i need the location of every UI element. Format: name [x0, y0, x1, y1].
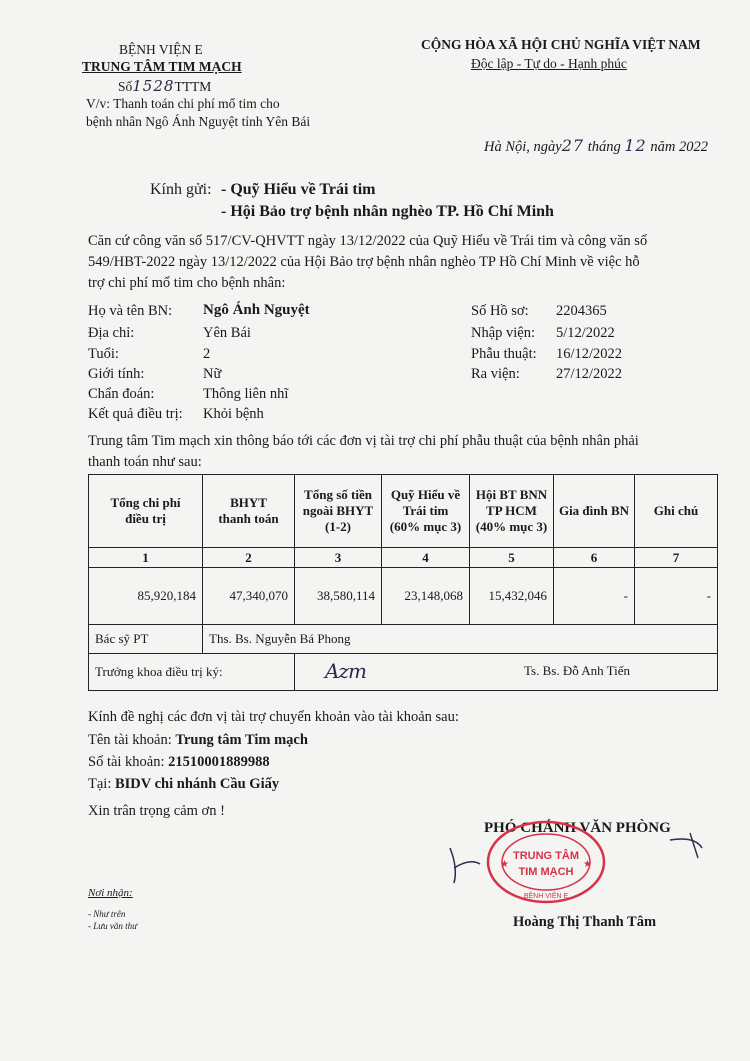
surgery-date: 16/12/2022	[556, 346, 623, 362]
stamp-top-text: TRUNG TÂM	[513, 850, 579, 862]
signoff-title: PHÓ CHÁNH VĂN PHÒNG	[484, 820, 671, 836]
bank-label: Tại:	[88, 776, 112, 792]
patient-address: Yên Bái	[203, 325, 251, 341]
account-no-label: Số tài khoản:	[88, 754, 165, 770]
value-out-of-insurance: 38,580,114	[295, 568, 382, 625]
patient-diagnosis: Thông liên nhĩ	[203, 386, 289, 402]
center-name: TRUNG TÂM TIM MẠCH	[82, 59, 242, 74]
table-values-row	[89, 568, 718, 625]
col-number: 3	[295, 548, 382, 568]
notice-line-2: thanh toán như sau:	[88, 454, 202, 470]
header-insurance: BHYT thanh toán	[203, 475, 295, 548]
intro-line-3: trợ chi phí mổ tim cho bệnh nhân:	[88, 275, 286, 291]
notice-line-1: Trung tâm Tim mạch xin thông báo tới các đơn vị tài trợ chi phí phẫu thuật của bệnh nhân phải	[88, 433, 639, 449]
table-header-row	[89, 475, 718, 548]
issue-date	[484, 136, 708, 156]
address-label: Địa chỉ:	[88, 325, 135, 341]
recipients-label: Kính gửi:	[150, 181, 212, 198]
doc-number-prefix: Số	[118, 79, 133, 94]
signature-mark	[440, 828, 720, 898]
header-note: Ghi chú	[635, 475, 718, 548]
account-name: Trung tâm Tim mạch	[175, 732, 308, 748]
signer-name: Hoàng Thị Thanh Tâm	[513, 914, 657, 930]
head-sign-cell	[295, 654, 718, 691]
account-no-line	[88, 754, 270, 771]
date-prefix: Hà Nội, ngày	[484, 139, 562, 155]
date-month-label: tháng	[587, 139, 621, 155]
header-out-of-insurance: Tổng số tiền ngoài BHYT (1-2)	[295, 475, 382, 548]
value-family: -	[554, 568, 635, 625]
head-signature: Azm	[325, 659, 366, 683]
bank-request: Kính đề nghị các đơn vị tài trợ chuyển khoản vào tài khoản sau:	[88, 709, 459, 725]
bank-line	[88, 776, 279, 793]
value-heart-fund: 23,148,068	[382, 568, 470, 625]
svg-text:★: ★	[583, 859, 592, 870]
recipients-list-title: Nơi nhận:	[88, 887, 133, 899]
head-row	[89, 654, 718, 691]
stamp-bottom-text: TIM MẠCH	[518, 866, 574, 878]
doc-number	[118, 77, 211, 95]
col-number: 5	[470, 548, 554, 568]
stamp-ring-text: BỆNH VIỆN E	[523, 893, 569, 900]
recipient-2: - Hội Bảo trợ bệnh nhân nghèo TP. Hồ Chí Minh	[221, 203, 554, 220]
record-number: 2204365	[556, 303, 607, 319]
republic-title: CỘNG HÒA XÃ HỘI CHỦ NGHĨA VIỆT NAM	[421, 37, 701, 52]
subject-line-2: bệnh nhân Ngô Ánh Nguyệt tỉnh Yên Bái	[86, 114, 311, 129]
date-day: 27	[561, 136, 585, 155]
col-number: 7	[635, 548, 718, 568]
header-hcm-association: Hội BT BNN TP HCM (40% mục 3)	[470, 475, 554, 548]
patient-result: Khỏi bệnh	[203, 406, 264, 422]
recipients-list-item: - Như trên	[88, 909, 126, 919]
header-total-cost: Tổng chi phí điều trị	[89, 475, 203, 548]
intro-line-2: 549/HBT-2022 ngày 13/12/2022 của Hội Bảo trợ bệnh nhân nghèo TP Hồ Chí Minh về việc hỗ	[88, 254, 640, 270]
value-insurance: 47,340,070	[203, 568, 295, 625]
diagnosis-label: Chẩn đoán:	[88, 386, 155, 402]
surgeon-label: Bác sỹ PT	[89, 625, 203, 654]
recipient-1: - Quỹ Hiểu về Trái tim	[221, 181, 376, 198]
patient-age: 2	[203, 346, 211, 362]
head-name: Ts. Bs. Đỗ Anh Tiến	[524, 663, 631, 678]
head-label: Trưởng khoa điều trị ký:	[89, 654, 295, 691]
account-name-label: Tên tài khoản:	[88, 732, 172, 748]
header-heart-fund: Quỹ Hiểu về Trái tim (60% mục 3)	[382, 475, 470, 548]
svg-text:★: ★	[500, 859, 509, 870]
surgeon-name: Ths. Bs. Nguyễn Bá Phong	[203, 625, 718, 654]
patient-name: Ngô Ánh Nguyệt	[203, 302, 310, 318]
bank-name: BIDV chi nhánh Cầu Giấy	[114, 776, 280, 792]
recipients-list-item: - Lưu văn thư	[88, 921, 138, 931]
surgery-label: Phẫu thuật:	[471, 346, 537, 362]
table-number-row	[89, 548, 718, 568]
motto: Độc lập - Tự do - Hạnh phúc	[471, 56, 627, 71]
account-number: 21510001889988	[168, 754, 270, 770]
account-name-line	[88, 732, 308, 749]
age-label: Tuổi:	[88, 346, 119, 362]
admit-label: Nhập viện:	[471, 325, 536, 341]
fees-table	[88, 474, 718, 691]
surgeon-row	[89, 625, 718, 654]
date-month: 12	[624, 136, 647, 155]
col-number: 2	[203, 548, 295, 568]
discharge-label: Ra viện:	[471, 366, 520, 382]
hospital-name: BỆNH VIỆN E	[119, 42, 203, 57]
name-label: Họ và tên BN:	[88, 303, 173, 319]
closing-text: Xin trân trọng cảm ơn !	[88, 803, 225, 819]
gender-label: Giới tính:	[88, 366, 145, 382]
value-hcm-association: 15,432,046	[470, 568, 554, 625]
subject-line-1: V/v: Thanh toán chi phí mổ tim cho	[86, 96, 280, 111]
header-family: Gia đình BN	[554, 475, 635, 548]
admit-date: 5/12/2022	[556, 325, 615, 341]
col-number: 6	[554, 548, 635, 568]
patient-gender: Nữ	[203, 366, 222, 382]
doc-number-hand: 1528	[132, 77, 175, 95]
doc-number-suffix: TTTM	[174, 79, 212, 94]
record-label: Số Hồ sơ:	[471, 303, 529, 319]
col-number: 4	[382, 548, 470, 568]
col-number: 1	[89, 548, 203, 568]
result-label: Kết quả điều trị:	[88, 406, 183, 422]
value-note: -	[635, 568, 718, 625]
date-year: năm 2022	[650, 139, 708, 155]
discharge-date: 27/12/2022	[556, 366, 623, 382]
value-total-cost: 85,920,184	[89, 568, 203, 625]
intro-line-1: Căn cứ công văn số 517/CV-QHVTT ngày 13/12/2022 của Quỹ Hiểu về Trái tim và công văn số	[88, 233, 648, 249]
